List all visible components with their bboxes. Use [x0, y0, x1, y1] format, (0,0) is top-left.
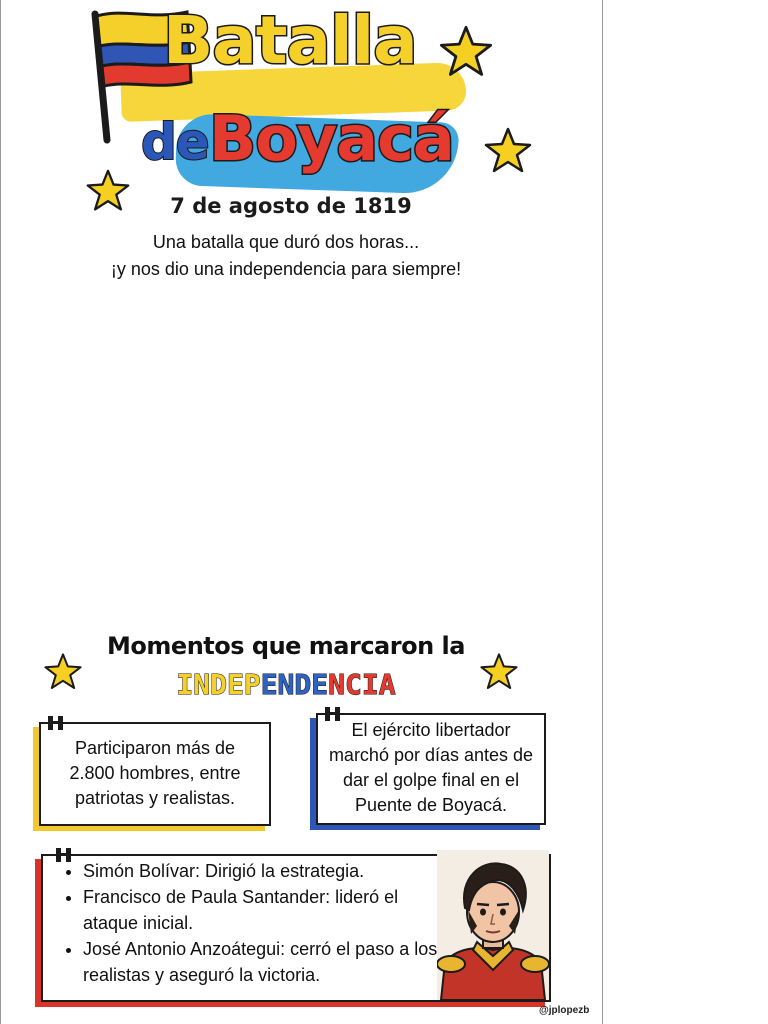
highlight-part: NCIA — [328, 668, 396, 701]
card-line: dar el golpe final en el — [342, 770, 520, 790]
list-item: • Simón Bolívar: Dirigió la estrategia. — [83, 858, 453, 884]
binder-clip-icon — [47, 716, 65, 730]
leaders-list — [43, 856, 453, 988]
title-boyaca: Boyacá — [209, 102, 454, 175]
highlight-part: INDEP — [176, 668, 261, 701]
card-line: Participaron más de — [74, 738, 236, 758]
section-title: Momentos que marcaron la — [107, 632, 465, 660]
star-icon — [483, 126, 533, 176]
section-highlight — [61, 668, 511, 701]
card-line: Puente de Boyacá. — [354, 795, 508, 815]
battle-date: 7 de agosto de 1819 — [170, 194, 412, 218]
binder-clip-icon — [55, 848, 73, 862]
author-credit: @jplopezb — [539, 1005, 590, 1016]
star-icon — [438, 24, 494, 80]
subtitle — [61, 229, 511, 283]
card-march — [316, 713, 546, 825]
list-item: • Francisco de Paula Santander: lideró el ataque inicial. — [83, 884, 453, 936]
card-line: patriotas y realistas. — [74, 788, 236, 808]
title-de: de — [141, 113, 209, 171]
card-line: El ejército libertador — [351, 720, 511, 740]
card-participants — [39, 722, 271, 826]
subtitle-line: Una batalla que duró dos horas... — [152, 232, 420, 252]
card-leaders — [41, 854, 551, 1002]
card-line: 2.800 hombres, entre — [69, 763, 241, 783]
card-line: marchó por días antes de — [328, 745, 534, 765]
bolivar-portrait-icon — [437, 850, 549, 1000]
subtitle-line: ¡y nos dio una independencia para siempre! — [110, 259, 462, 279]
list-item: • José Antonio Anzoátegui: cerró el paso a los realistas y aseguró la victoria. — [83, 936, 453, 988]
highlight-part: ENDE — [260, 668, 329, 701]
title-batalla: Batalla — [163, 2, 417, 79]
binder-clip-icon — [324, 707, 342, 721]
